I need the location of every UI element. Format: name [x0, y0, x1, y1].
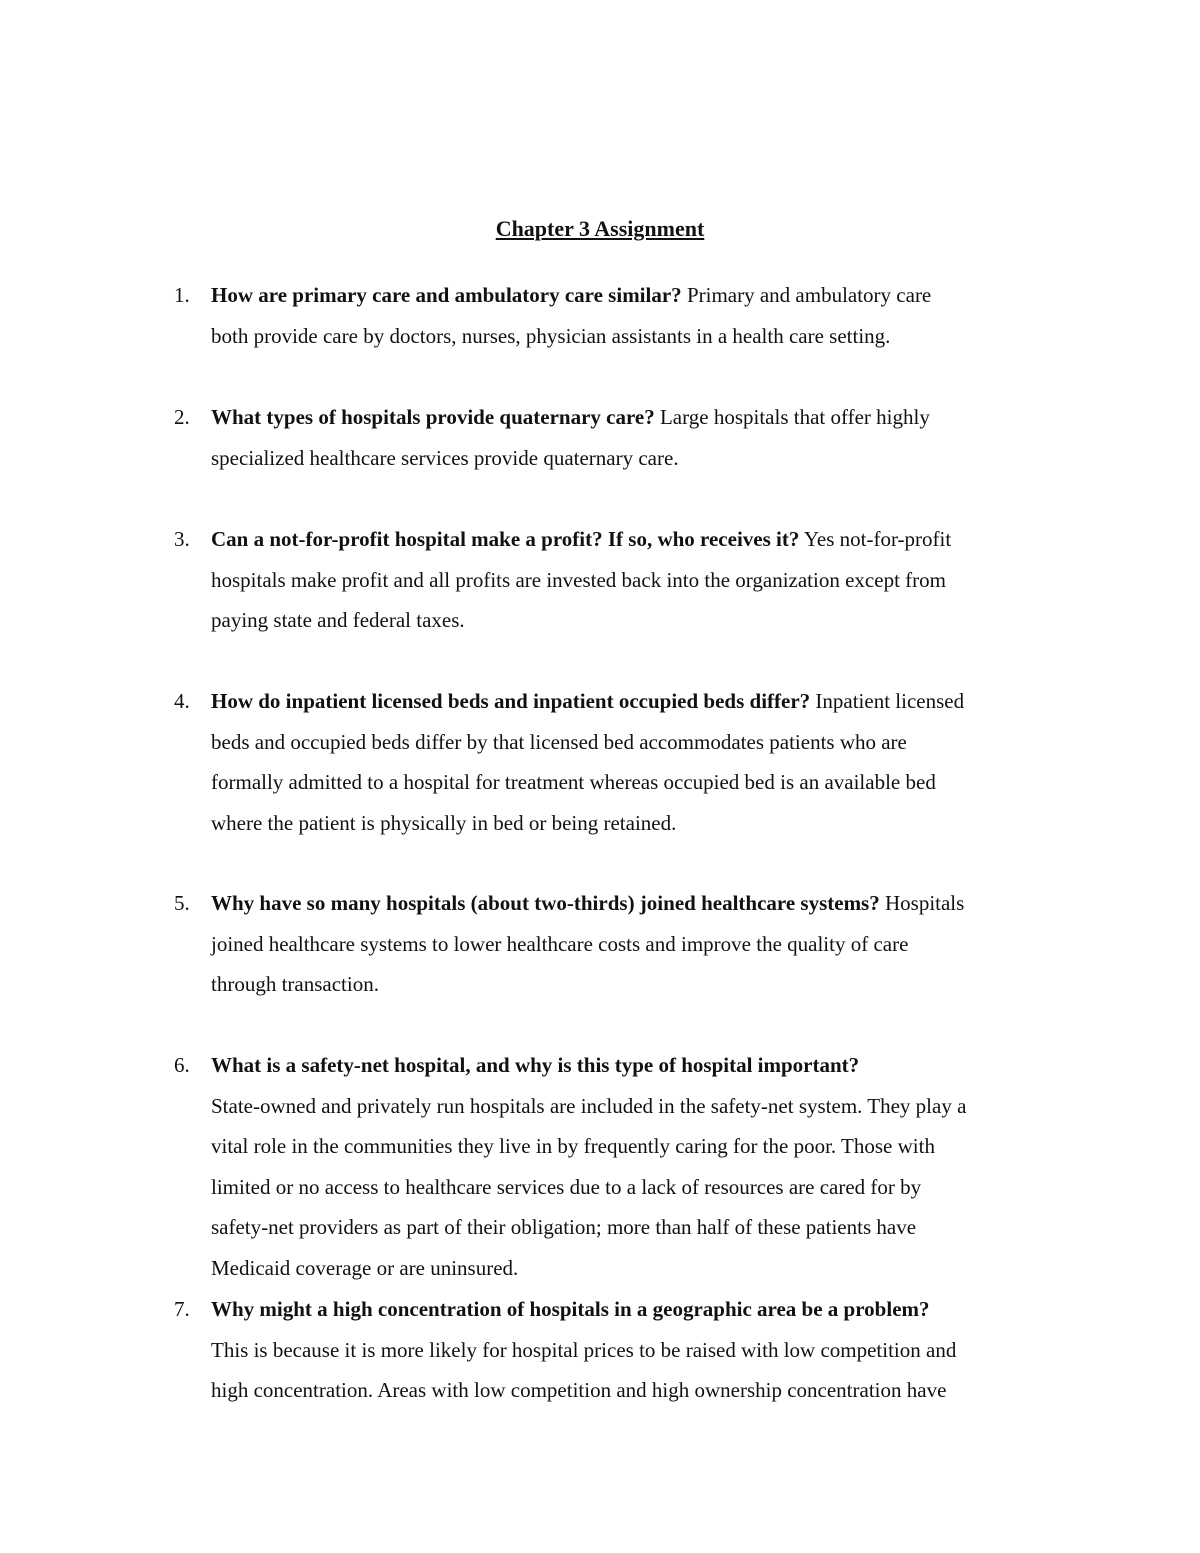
item-text — [211, 1045, 1063, 1289]
item-answer-line: beds and occupied beds differ by that licensed bed accommodates patients who are — [211, 729, 907, 754]
item-question: Why might a high concentration of hospitals in a geographic area be a problem? — [211, 1297, 930, 1321]
item-question: How are primary care and ambulatory care similar? — [211, 283, 682, 307]
item-answer-line: paying state and federal taxes. — [211, 608, 465, 633]
item-answer-line: hospitals make profit and all profits are invested back into the organization except from — [211, 567, 946, 592]
item-number: 6. — [174, 1053, 190, 1077]
item-answer-line: safety-net providers as part of their obligation; more than half of these patients have — [211, 1215, 917, 1240]
item-answer-line: through transaction. — [211, 972, 379, 997]
item-question: What is a safety-net hospital, and why is this type of hospital important? — [211, 1053, 860, 1077]
item-number: 4. — [174, 689, 190, 713]
item-answer-line: high concentration. Areas with low competition and high ownership concentration have — [211, 1378, 947, 1403]
item-question: Why have so many hospitals (about two-thirds) joined healthcare systems? — [211, 891, 880, 915]
item-answer-line: both provide care by doctors, nurses, physician assistants in a health care setting. — [211, 323, 891, 348]
item-question: How do inpatient licensed beds and inpatient occupied beds differ? — [211, 689, 811, 713]
item-answer-line: where the patient is physically in bed or being retained. — [211, 810, 677, 835]
item-number: 7. — [174, 1297, 190, 1321]
item-answer: Primary and ambulatory care — [686, 283, 932, 307]
item-answer-line: Medicaid coverage or are uninsured. — [211, 1255, 519, 1280]
item-text — [211, 1289, 1063, 1411]
item-answer: Large hospitals that offer highly — [659, 405, 930, 429]
item-text — [211, 681, 1063, 843]
item-answer: Hospitals — [884, 891, 965, 915]
item-answer-line: This is because it is more likely for hospital prices to be raised with low competition and — [211, 1337, 957, 1362]
item-number: 1. — [174, 283, 190, 307]
item-text — [211, 275, 1063, 356]
item-question: What types of hospitals provide quaternary care? — [211, 405, 655, 429]
item-text — [211, 883, 1063, 1005]
item-answer-line: specialized healthcare services provide quaternary care. — [211, 445, 679, 470]
item-number: 5. — [174, 891, 190, 915]
item-answer: Yes not-for-profit — [803, 527, 952, 551]
item-number: 3. — [174, 527, 190, 551]
item-answer-line: vital role in the communities they live in by frequently caring for the poor. Those with — [211, 1134, 935, 1159]
item-answer: Inpatient licensed — [815, 689, 965, 713]
document-title: Chapter 3 Assignment — [495, 216, 705, 241]
item-question: Can a not-for-profit hospital make a profit? If so, who receives it? — [211, 527, 800, 551]
item-answer-line: limited or no access to healthcare services due to a lack of resources are cared for by — [211, 1174, 922, 1199]
item-answer-line: formally admitted to a hospital for treatment whereas occupied bed is an available bed — [211, 770, 936, 795]
item-answer-line: joined healthcare systems to lower healthcare costs and improve the quality of care — [211, 931, 909, 956]
item-text — [211, 519, 1063, 641]
item-text — [211, 397, 1063, 478]
item-answer-line: State-owned and privately run hospitals are included in the safety-net system. They play a — [211, 1093, 967, 1118]
item-number: 2. — [174, 405, 190, 429]
